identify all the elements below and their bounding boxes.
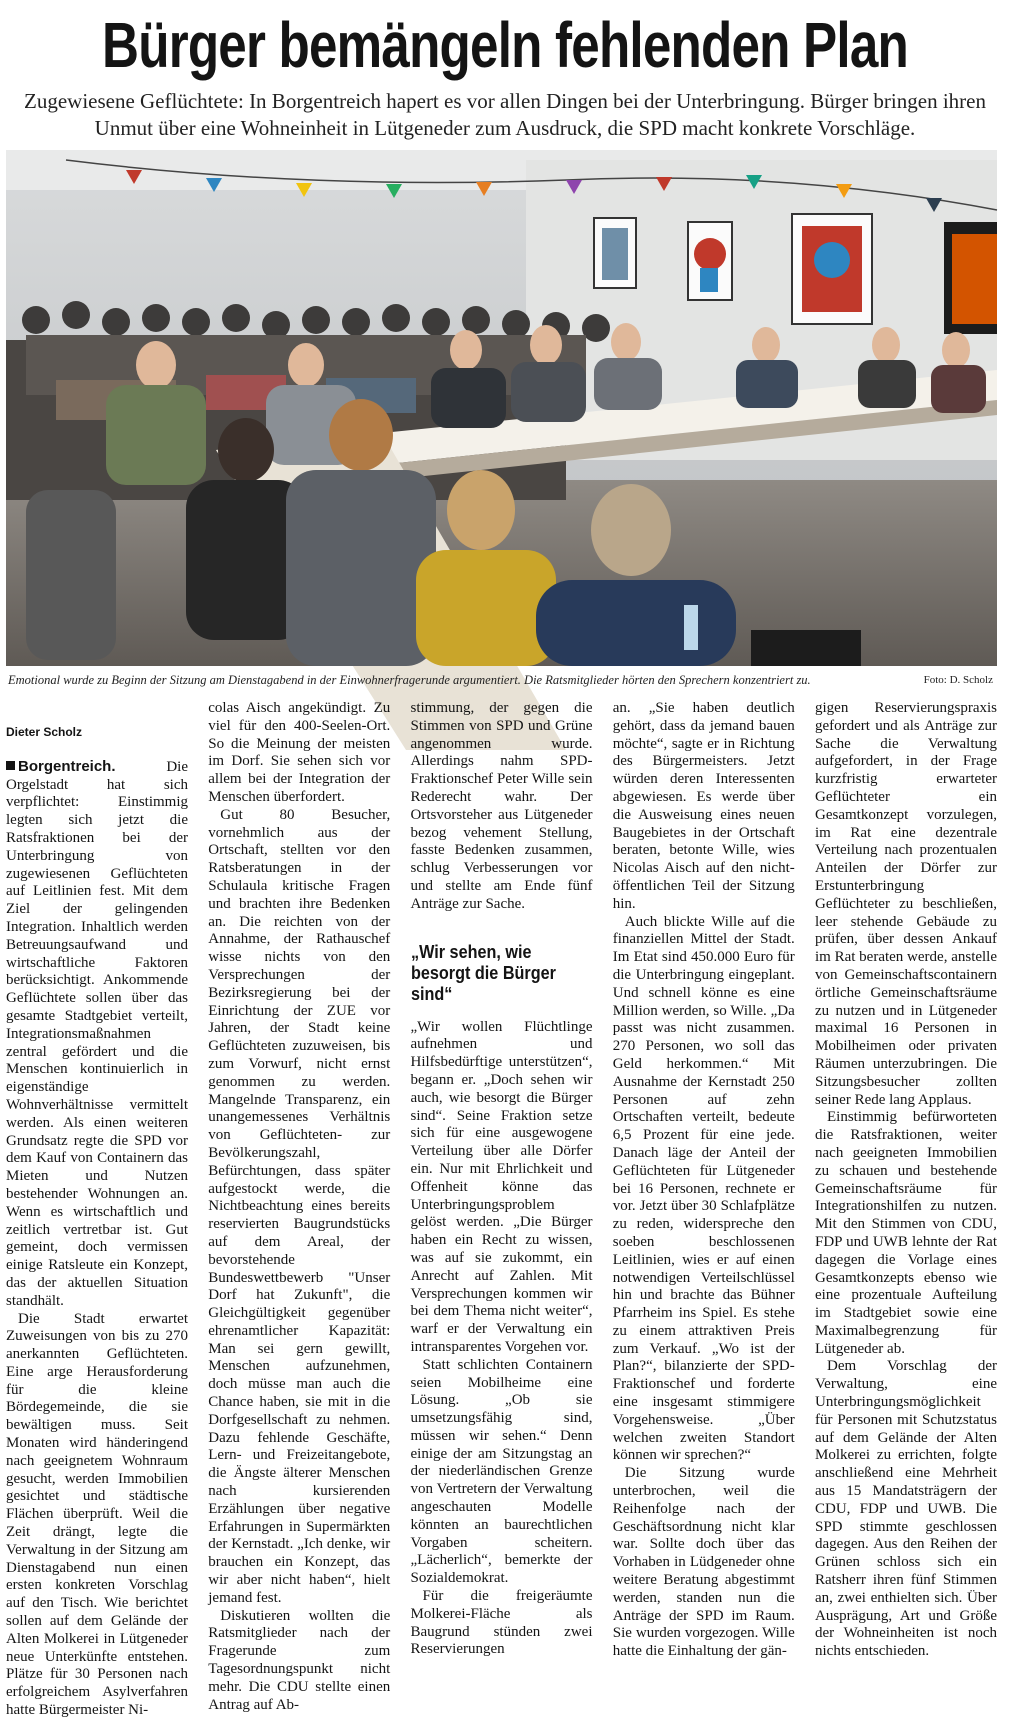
article-paragraph: Diskutieren wollten die Ratsmitglieder nach der Fragerunde zum Tagesordnungspunkt nicht mehr. Die CDU stellte einen Antrag auf Ab-: [208, 1607, 391, 1713]
article-column-5: [815, 700, 998, 1660]
article-paragraph: Einstimmig befürworteten die Ratsfraktionen, weiter nach geeigneten Immobilien zu schauen und bestehende Gemeinschaftsräume für Integrationshilfen zu nutzen. Mit den Stimmen von CDU, FDP und UWB lehnte der Rat dagegen die Vorlage eines Gesamtkonzepts ebenso wie eine prozentuale Aufteilung im Stadtgebiet sowie eine Maximalbegrenzung für Lütgeneder ab.: [815, 1109, 997, 1357]
meeting-photo: [6, 150, 997, 666]
article-column-2: [208, 700, 391, 1713]
article-paragraph: Auch blickte Wille auf die finanziellen Mittel der Stadt. Im Etat sind 450.000 Euro für die Unterbringung eingeplant. Und schnell könne es eine Million werden, so Wille. „Da passt was nicht zusammen. 270 Personen, wo soll das Geld herkommen.“ Mit Ausnahme der Kernstadt 250 Personen auf zehn Ortschaften verteilt, bedeute 6,5 Prozent für eine jede. Danach läge der Anteil der Geflüchteten für Lütgeneder bei 16 Personen, rechnete er vor. Jetzt über 30 Schlafplätze zu reden, widerspreche den soeben beschlossenen Leitlinien, wies er auf einen notwendigen Verteilschlüssel hin und brachte das Bühner Pfarrheim ins Spiel. Es stehe zu einem attraktiven Preis zum Verkauf. „Wo ist der Plan?“, bilanzierte der SPD-Fraktionschef und forderte eine insgesamt stimmigere Vorgehensweise. „Über welchen zweiten Standort können wir sprechen?“: [612, 913, 795, 1464]
article-paragraph: Gut 80 Besucher, vornehmlich aus der Ortschaft, stellten vor den Ratsberatungen in der Schulaula kritische Fragen und brachten ihre Bedenken an. Die reichten von der Annahme, der Rathauschef wisse nichts von den Versprechungen der Bezirksregierung bei der Einrichtung der ZUE vor Jahren, der Stadt keine Geflüchteten zuzuweisen, bis zum Vorwurf, nicht ernst genommen zu werden. Mangelnde Transparenz, ein unangemessenes Verhältnis von Geflüchteten- zur Bevölkerungszahl, Befürchtungen, dass später aufgestockt werde, die Nichtbeachtung eines bereits reservierten Baugrundstücks auf dem Areal, der bevorstehende Bundeswettbewerb "Unser Dorf hat Zukunft", die Gleichgültigkeit gegenüber ehrenamtlicher Kapazität: Man sei gern gewillt, Menschen aufzunehmen, doch müsse man auch die Chance haben, sie mit in die Dorfgesellschaft zu nehmen. Dazu fehlende Geschäfte, Lern- und Freizeitangebote, die Ängste älterer Menschen nach kursierenden Erzählungen über negative Erfahrungen in Supermärkten der Kernstadt. „Ich denke, wir brauchen ein Konzept, das wir aber nicht haben“, hielt jemand fest.: [208, 806, 391, 1606]
article-subheading: „Wir sehen, wie besorgt die Bürger sind“: [410, 941, 556, 1004]
photo-caption-line: [8, 672, 993, 688]
article-paragraph: an. „Sie haben deutlich gehört, dass da jemand bauen möchte“, sagte er in Richtung des Bürgermeisters. Jetzt würden deren Interessenten abgewiesen. Es werde über die Ausweisung eines neuen Baugebietes in der Ortschaft beraten, betonte Wille, wies Nicolas Aisch auf den nicht-öffentlichen Teil der Sitzung hin.: [612, 700, 795, 912]
photo-credit: Foto: D. Scholz: [923, 674, 993, 686]
dateline: Borgentreich.: [18, 757, 116, 775]
subheadline: Zugewiesene Geflüchtete: In Borgentreich hapert es vor allen Dingen bei der Unterbringung. Bürger bringen ihren Unmut über eine Wohneinheit in Lütgeneder zum Ausdruck, die SPD macht konkrete Vorschläge.: [24, 89, 986, 140]
article-paragraph: Die Stadt erwartet Zuweisungen von bis zu 270 anerkannten Geflüchteten. Eine arge Herausforderung für die kleine Bördegemeinde, die sie bewältigen muss. Seit Monaten wird händeringend nach geeignetem Wohnraum gesucht, werden Immobilien gesichtet und städtische Flächen überprüft. Weil die Zeit drängt, legte die Verwaltung in der Sitzung am Dienstagabend nun einen ersten konkreten Vorschlag auf den Tisch. Wie berichtet sollen auf dem Gelände der Alten Molkerei in Lütgeneder neue Unterkünfte entstehen. Plätze für 30 Personen nach erfolgreichem Asylverfahren hatte Bürgermeister Ni-: [6, 1310, 188, 1719]
headline: Bürger bemängeln fehlenden Plan: [102, 9, 908, 81]
meeting-photo-illustration: [6, 150, 997, 666]
article-column-3: [410, 700, 593, 1658]
article-paragraph: Die Sitzung wurde unterbrochen, weil die Reihenfolge nach der Geschäftsordnung nicht klar war. Sollte doch über das Vorhaben in Lüdgeneder ohne weitere Beratung abgestimmt werden, standen nun die Anträge der SPD im Raum. Sie wurden vorgezogen. Wille hatte die Einhaltung der gän-: [612, 1465, 795, 1660]
article-paragraph: [6, 758, 188, 1311]
article-column-1: [6, 700, 188, 1719]
article-paragraph: „Wir wollen Flüchtlinge aufnehmen und Hilfsbedürftige unterstützen“, begann er. „Doch sehen wir auch, wie besorgt die Bürger sind“. Seine Fraktion setze sich für eine ausgewogene Verteilung über alle Dörfer ein. Nur mit Ehrlichkeit und Offenheit könne das Unterbringungsproblem gelöst werden. „Die Bürger haben ein Recht zu wissen, was auf sie zukommt, ein Anrecht auf Zahlen. Mit Versprechungen kommen wir bei dem Thema nicht weiter“, warf er der Verwaltung ein intransparentes Vorgehen vor.: [410, 1018, 593, 1355]
paragraph-text: Die Orgelstadt hat sich verpflichtet: Einstimmig legten sich jetzt die Ratsfraktionen bei der Unterbringung von zugewiesenen Geflüchteten auf Leitlinien fest. Mit dem Ziel der gelingenden Integration. Inhaltlich werden Betreuungsaufwand und wirtschaftliche Faktoren berücksichtigt. Ankommende Geflüchtete sollen über das gesamte Stadtgebiet verteilt, Integrationsmaßnahmen zentral gefördert und die Menschen kontinuierlich in eigenständige Wohnverhältnisse vermittelt werden. Als einen weiteren Grundsatz regte die SPD vor dem Kauf von Containern das Mieten und Nutzen bestehender Wohnungen an. Wenn es wirtschaftlich und zeitlich vertretbar ist. Gut gemeint, doch vermissen einige Ratsleute ein Konzept, das der aktuellen Situation standhält.: [6, 758, 188, 1309]
article-paragraph: Für die freigeräumte Molkerei-Fläche als Baugrund stünden zwei Reservierungen: [410, 1588, 593, 1658]
article-paragraph: colas Aisch angekündigt. Zu viel für den 400-Seelen-Ort. So die Meinung der meisten im Dorf. Sie sehen sich vor allem bei der Integration der Menschen überfordert.: [208, 700, 391, 805]
article-column-4: [612, 700, 795, 1660]
article-paragraph: stimmung, der gegen die Stimmen von SPD und Grüne angenommen wurde. Allerdings nahm SPD-Fraktionschef Peter Wille sein Rederecht wahr. Der Ortsvorsteher aus Lütgeneder bezog vehement Stellung, fasste Bedenken zusammen, schlug Verbesserungen vor und stellte am Ende fünf Anträge zur Sache.: [410, 700, 593, 912]
article-paragraph: gigen Reservierungspraxis gefordert und als Anträge zur Sache die Verwaltung aufgefordert, in der Frage kurzfristig erwarteter Geflüchteter ein Gesamtkonzept vorzulegen, im Rat eine dezentrale Verteilung nach prozentualen Anteilen der Dörfer zur Erstunterbringung Geflüchteter zu beschließen, leer stehende Gebäude zu prüfen, über dessen Ankauf im Rat beraten werde, anstelle von Gemeinschaftscontainern örtliche Gemeinschaftsräume zu nutzen und in Lütgeneder maximal 16 Personen in Mobilheimen oder privaten Räumen unterzubringen. Die Sitzungsbesucher zollten seiner Rede lang Applaus.: [815, 700, 998, 1108]
photo-caption: Emotional wurde zu Beginn der Sitzung am Dienstagabend in der Einwohnerfragerunde argumentiert. Die Ratsmitglieder hörten den Sprechern konzentriert zu.: [8, 673, 811, 687]
dateline-square-icon: [6, 761, 15, 770]
article-paragraph: Dem Vorschlag der Verwaltung, eine Unterbringungsmöglichkeit für Personen mit Schutzstatus auf dem Gelände der Alten Molkerei zu errichten, folgte anschließend eine Mehrheit aus 15 Mandatsträgern der CDU, FDP und UWB. Die SPD stimmte geschlossen dagegen. Aus den Reihen der Grünen schloss sich ein Ratsherr ihren fünf Stimmen an, zwei enthielten sich. Über Ausprägung, Art und Größe der Wohneinheiten ist noch nichts entschieden.: [815, 1358, 997, 1660]
article-body: [6, 700, 998, 1719]
author-byline: Dieter Scholz: [6, 725, 83, 739]
article-paragraph: Statt schlichten Containern seien Mobilheime eine Lösung. „Ob sie umsetzungsfähig sind, müssen wir sehen.“ Denn einige der am Sitzungstag an der niederländischen Grenze von Vertretern der Verwaltung angeschauten Modelle könnten an baurechtlichen Vorgaben scheitern. „Lächerlich“, bemerkte der Sozialdemokrat.: [410, 1356, 593, 1587]
